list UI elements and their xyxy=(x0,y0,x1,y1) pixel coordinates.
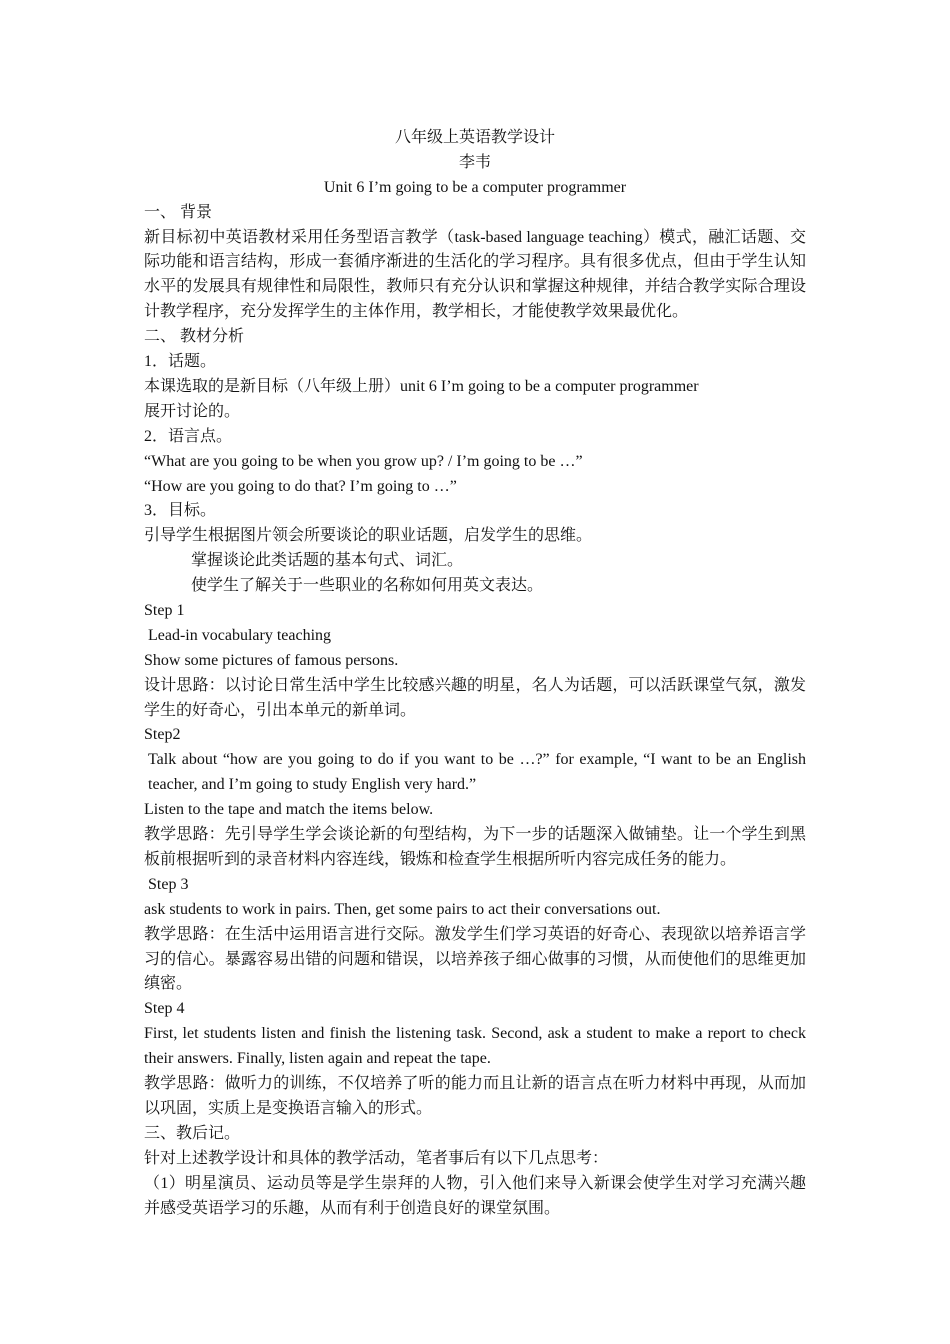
step-label: Step2 xyxy=(144,726,181,744)
document-title: 八年级上英语教学设计 xyxy=(394,129,555,146)
section-heading-background: 一、 背景 xyxy=(144,203,213,221)
unit-title: Unit 6 I’m going to be a computer programmer xyxy=(323,178,627,196)
step-activity: ask students to work in pairs. Then, get some pairs to act their conversations out. xyxy=(144,900,661,918)
goal-item: 使学生了解关于一些职业的名称如何用英文表达。 xyxy=(191,577,544,595)
goal-item: 掌握谈论此类话题的基本句式、词汇。 xyxy=(191,552,464,570)
language-point: “What are you going to be when you grow up? / I’m going to be …” xyxy=(144,452,583,470)
step-activity: Talk about “how are you going to do if you want to be …?” for example, “I want to be an English teacher, and I’m going to study English very hard.” xyxy=(148,751,806,794)
language-point: “How are you going to do that? I’m going to …” xyxy=(144,477,457,495)
author-name: 李韦 xyxy=(458,153,491,171)
topic-line: 本课选取的是新目标（八年级上册）unit 6 I’m going to be a computer programmer xyxy=(144,377,699,395)
step-label: Step 4 xyxy=(144,1000,185,1018)
goal-heading: 3．目标。 xyxy=(144,502,217,520)
language-heading: 2．语言点。 xyxy=(144,427,233,445)
section-heading-analysis: 二、 教材分析 xyxy=(144,328,245,346)
step-label: Step 3 xyxy=(148,875,189,893)
step-activity: Show some pictures of famous persons. xyxy=(144,651,399,669)
step-activity: First, let students listen and finish the listening task. Second, ask a student to make a report to check their answers. Finally, listen again and repeat the tape. xyxy=(144,1025,806,1068)
topic-heading: 1．话题。 xyxy=(144,353,217,371)
step-label: Step 1 xyxy=(144,601,185,619)
topic-line: 展开讨论的。 xyxy=(144,402,241,420)
step-subtitle: Lead-in vocabulary teaching xyxy=(148,626,332,644)
step-rationale: 教学思路：在生活中运用语言进行交际。激发学生们学习英语的好奇心、表现欲以培养语言学习的信心。暴露容易出错的问题和错误，以培养孩子细心做事的习惯，从而使他们的思维更加缜密。 xyxy=(144,925,806,993)
reflection-intro: 针对上述教学设计和具体的教学活动，笔者事后有以下几点思考： xyxy=(144,1149,609,1167)
step-activity: Listen to the tape and match the items below. xyxy=(144,801,434,819)
reflection-point: （1）明星演员、运动员等是学生崇拜的人物，引入他们来导入新课会使学生对学习充满兴趣并感受英语学习的乐趣，从而有利于创造良好的课堂氛围。 xyxy=(144,1174,806,1217)
background-paragraph: 新目标初中英语教材采用任务型语言教学（task-based language teaching）模式，融汇话题、交际功能和语言结构，形成一套循序渐进的生活化的学习程序。具有很多优点，但由于学生认知水平的发展具有规律性和局限性，教师只有充分认识和掌握这种规律，并结合教学实际合理设计教学程序，充分发挥学生的主体作用，教学相长，才能使教学效果最优化。 xyxy=(144,228,806,321)
step-rationale: 教学思路：先引导学生学会谈论新的句型结构，为下一步的话题深入做铺垫。让一个学生到黑板前根据听到的录音材料内容连线，锻炼和检查学生根据所听内容完成任务的能力。 xyxy=(144,826,806,868)
section-heading-reflection: 三、教后记。 xyxy=(144,1124,241,1142)
document-page xyxy=(144,126,806,1221)
step-rationale: 设计思路：以讨论日常生活中学生比较感兴趣的明星，名人为话题，可以活跃课堂气氛，激发学生的好奇心，引出本单元的新单词。 xyxy=(144,676,806,719)
goal-item: 引导学生根据图片领会所要谈论的职业话题，启发学生的思维。 xyxy=(144,527,593,545)
step-rationale: 教学思路：做听力的训练，不仅培养了听的能力而且让新的语言点在听力材料中再现，从而加以巩固，实质上是变换语言输入的形式。 xyxy=(144,1075,806,1117)
